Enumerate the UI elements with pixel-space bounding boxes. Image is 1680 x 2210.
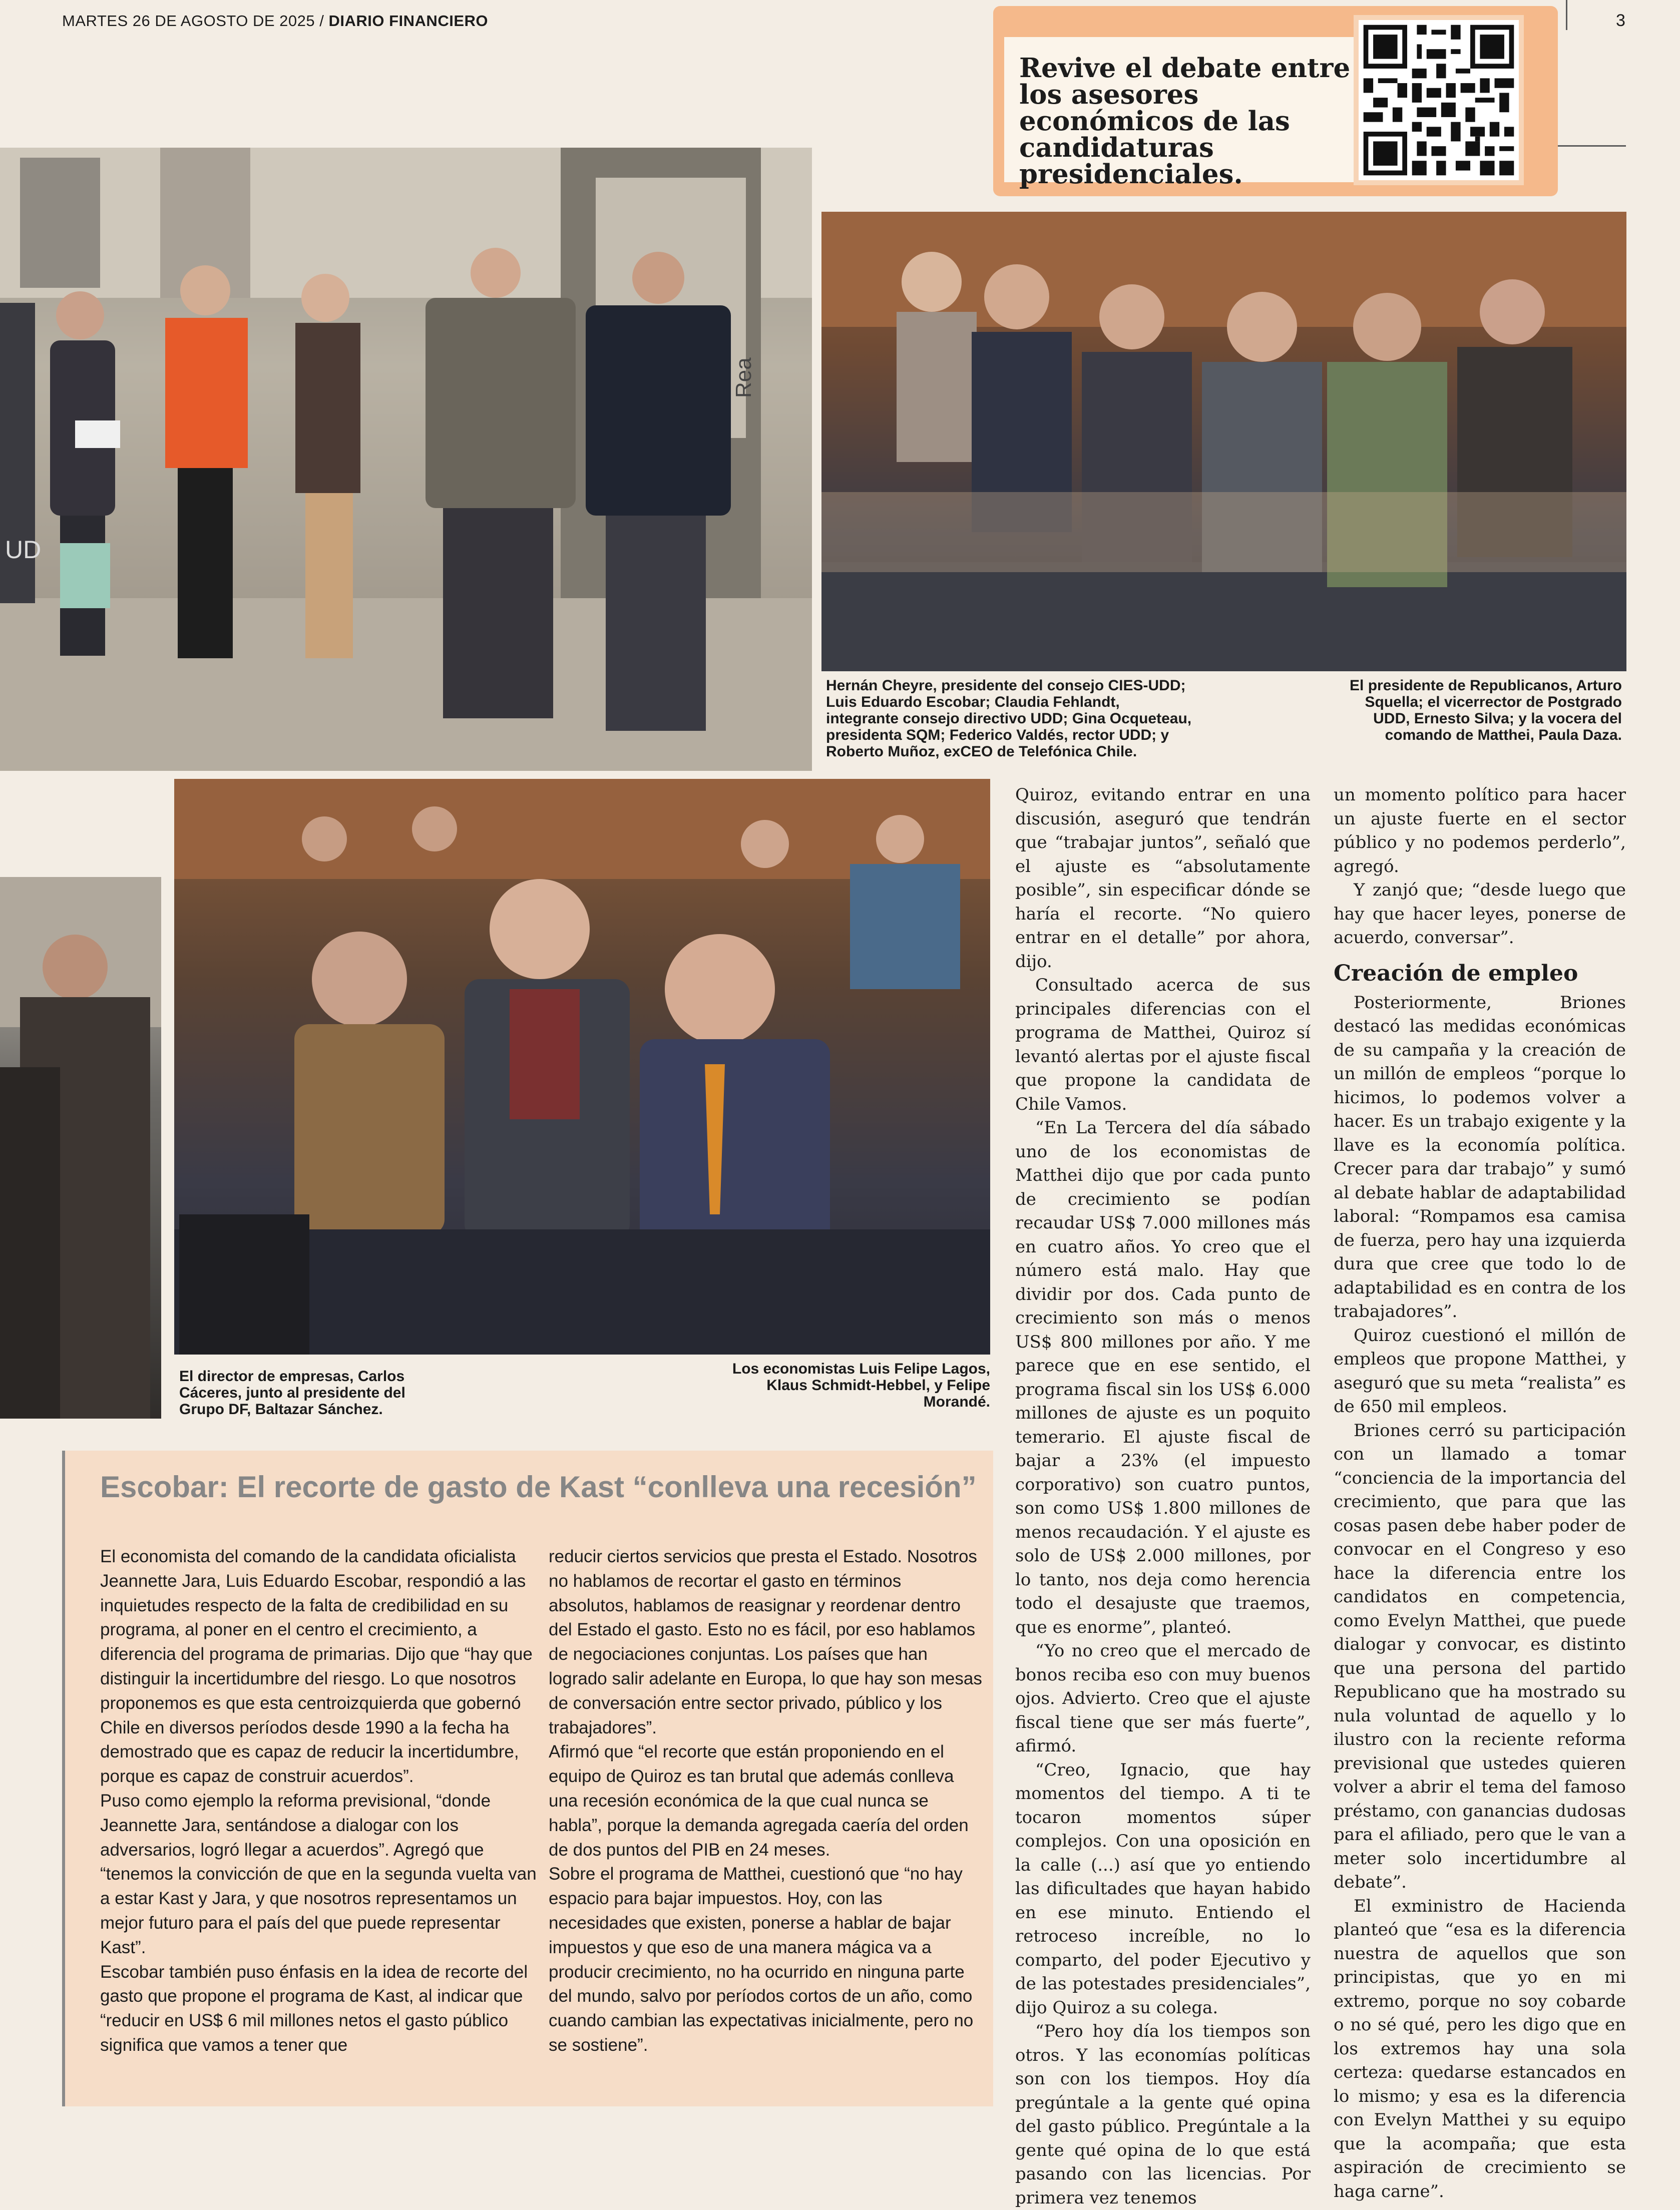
page-number: 3 bbox=[1616, 11, 1626, 30]
article-paragraph: El exministro de Hacienda planteó que “esa es la diferencia nuestra de aquellos que son principistas, que yo en mi extremo, porque no soy cobarde o no sé qué, pero les digo que en los extremos hay una sola certeza: quedarse estancados en lo mismo; y esa es la diferencia con Evelyn Matthei y su equipo que la acompaña; que esta aspiración de crecimiento se haga carne”. bbox=[1334, 1896, 1626, 2201]
article-paragraph: “En La Tercera del día sábado uno de los economistas de Matthei dijo que por cada punto de crecimiento se podían recaudar US$ 7.000 millones más en cuatro años. Yo creo que el número está malo. Hay que dividir por dos. Cada punto de crecimiento son más o menos US$ 800 millones por año. Y me parece que en ese sentido, el programa fiscal sin los US$ 6.000 millones de ajuste es un poquito temerario. El ajuste fiscal de bajar a 23% (el impuesto corporativo) son cuatro puntos, son como US$ 1.800 millones de menos recaudación. Y el ajuste es solo de US$ 2.000 millones, por lo tanto, nos deja como herencia todo el desajuste que traemos, que es enorme”, planteó. bbox=[1015, 1118, 1311, 1637]
caption-caceres-photo: El director de empresas, Carlos Cáceres, junto al presidente del Grupo DF, Baltazar Sánchez. bbox=[179, 1368, 405, 1418]
article-paragraph: Posteriormente, Briones destacó las medidas económicas de su campaña y la creación de un millón de empleos “porque lo hicimos, lo podemos volver a hacer. Es un trabajo exigente y la llave es la economía política. Crecer para dar trabajo” y sumó al debate hablar de adaptabilidad laboral: “Rompamos esa camisa de fuerza, pero hay una izquierda dura que cree que todo lo de adaptabilidad es en contra de los trabajadores”. bbox=[1334, 992, 1626, 1321]
qr-code-icon[interactable] bbox=[1354, 15, 1524, 185]
box-column-2 bbox=[549, 1545, 982, 2058]
article-paragraph: Quiroz, evitando entrar en una discusión, aseguró que tendrán que “trabajar juntos”, señaló que el ajuste es “absolutamente posible”, sin especificar dónde se haría el recorte. “No quiero entrar en el detalle” por ahora, dijo. bbox=[1015, 785, 1311, 972]
header-divider-rule bbox=[1566, 0, 1567, 30]
wall-sign-text: UD bbox=[5, 536, 42, 564]
top-rule bbox=[1552, 145, 1626, 147]
issue-date: MARTES 26 DE AGOSTO DE 2025 bbox=[62, 12, 315, 30]
page-header bbox=[62, 12, 488, 30]
door-sign-text: Rea bbox=[731, 357, 756, 398]
article-paragraph: un momento político para hacer un ajuste fuerte en el sector público y no podemos perderlo”, agregó. bbox=[1334, 785, 1626, 876]
article-column-1 bbox=[1015, 783, 1311, 2210]
box-left-rule bbox=[62, 1451, 65, 2106]
box-paragraph: El economista del comando de la candidata oficialista Jeannette Jara, Luis Eduardo Escobar, respondió a las inquietudes respecto de la falta de credibilidad en su programa, al poner en el centro el crecimiento, a diferencia del programa de primarias. Dijo que “hay que distinguir la incertidumbre del riesgo. Lo que nosotros proponemos es que esta centroizquierda que gobernó Chile en diversos períodos desde 1990 a la fecha ha demostrado que es capaz de reducir la incertidumbre, porque es capaz de construir acuerdos”. bbox=[100, 1547, 533, 1787]
promo-text: Revive el debate entre los asesores económicos de las candidaturas presidenciales. bbox=[1019, 53, 1351, 190]
box-title: Escobar: El recorte de gasto de Kast “conlleva una recesión” bbox=[100, 1470, 977, 1504]
article-column-2 bbox=[1334, 783, 1626, 2203]
promo-box[interactable] bbox=[993, 6, 1558, 196]
photo-left-strip bbox=[0, 877, 161, 1419]
article-paragraph: Briones cerró su participación con un llamado a tomar “conciencia de la importancia del crecimiento, que para que las cosas pasen debe haber poder de convocar en el Congreso y eso hace la diferencia entre los candidatos en competencia, como Evelyn Matthei, que puede dialogar y convocar, es distinto que una persona del partido Republicano que ha mostrado su nula voluntad de aquello y lo ilustro con la reciente reforma previsional que ustedes quieren volver a abrir el tema del famoso préstamo, con ganancias dudosas para el afiliado, pero que le van a meter solo incertidumbre al debate”. bbox=[1334, 1420, 1626, 1892]
photo-audience-front-row bbox=[821, 212, 1626, 671]
box-column-1 bbox=[100, 1545, 541, 2058]
article-paragraph: Y zanjó que; “desde luego que hay que hacer leyes, ponerse de acuerdo, conversar”. bbox=[1334, 880, 1626, 948]
box-paragraph: Puso como ejemplo la reforma previsional, “donde Jeannette Jara, sentándose a dialogar con los adversarios, logró llegar a acuerdos”. Agregó que “tenemos la convicción de que en la segunda vuelta van a estar Kast y Jara, y que nosotros representamos un mejor futuro para el país del que puede representar Kast”. bbox=[100, 1791, 537, 1957]
escobar-sidebar-box bbox=[62, 1451, 993, 2106]
photo-economists-seated bbox=[174, 779, 990, 1355]
box-paragraph: reducir ciertos servicios que presta el Estado. Nosotros no hablamos de recortar el gasto en términos absolutos, hablamos de reasignar y reordenar dentro del Estado el gasto. Esto no es fácil, por eso hablamos de negociaciones conjuntas. Los países que han logrado salir adelante en Europa, lo que hay son mesas de conversación entre sector privado, público y los trabajadores”. bbox=[549, 1547, 982, 1737]
caption-audience-photo: El presidente de Republicanos, Arturo Squella; el vicerrector de Postgrado UDD, Ernesto Silva; y la vocera del comando de Matthei, Paula Daza. bbox=[1350, 677, 1622, 743]
article-paragraph: Consultado acerca de sus principales diferencias con el programa de Matthei, Quiroz sí levantó alertas por el ajuste fiscal que propone la candidata de Chile Vamos. bbox=[1015, 975, 1311, 1114]
article-paragraph: Quiroz cuestionó el millón de empleos que propone Matthei, y aseguró que su meta “realista” es de 650 mil empleos. bbox=[1334, 1325, 1626, 1417]
caption-group-photo: Hernán Cheyre, presidente del consejo CIES-UDD; Luis Eduardo Escobar; Claudia Fehlandt, integrante consejo directivo UDD; Gina Ocqueteau, presidenta SQM; Federico Valdés, rector UDD; y Roberto Muñoz, exCEO de Telefónica Chile. bbox=[826, 677, 1192, 760]
newspaper-name: DIARIO FINANCIERO bbox=[328, 12, 488, 30]
article-subheading: Creación de empleo bbox=[1334, 960, 1578, 986]
photo-group-standing bbox=[0, 148, 812, 771]
box-paragraph: Afirmó que “el recorte que están proponiendo en el equipo de Quiroz es tan brutal que además conlleva una recesión económica de la que cual nunca se habla”, porque la demanda agregada caería del orden de dos puntos del PIB en 24 meses. bbox=[549, 1742, 969, 1860]
box-paragraph: Escobar también puso énfasis en la idea de recorte del gasto que propone el programa de Kast, al indicar que “reducir en US$ 6 mil millones netos el gasto público significa que vamos a tener que bbox=[100, 1962, 528, 2055]
article-paragraph: “Creo, Ignacio, que hay momentos del tiempo. A ti te tocaron momentos súper complejos. Con una oposición en la calle (...) así que yo entiendo las dificultades que hayan habido en ese minuto. Entiendo el retroceso increíble, no lo comparto, del poder Ejecutivo y de las potestades presidenciales”, dijo Quiroz a su colega. bbox=[1015, 1759, 1311, 2018]
article-paragraph: “Yo no creo que el mercado de bonos reciba eso con muy buenos ojos. Advierto. Creo que el ajuste fiscal tiene que ser más fuerte”, afirmó. bbox=[1015, 1641, 1311, 1756]
article-paragraph: “Pero hoy día los tiempos son otros. Y las economías políticas son con los tiempos. Hoy día pregúntale a la gente qué opina del gasto público. Pregúntale a la gente qué opina de lo que está pasando con las licencias. Por primera vez tenemos bbox=[1015, 2021, 1311, 2208]
caption-economists-photo: Los economistas Luis Felipe Lagos, Klaus Schmidt-Hebbel, y Felipe Morandé. bbox=[732, 1361, 990, 1410]
box-paragraph: Sobre el programa de Matthei, cuestionó que “no hay espacio para bajar impuestos. Hoy, con las necesidades que existen, ponerse a hablar de bajar impuestos y que eso de una manera mágica va a producir crecimiento, no ha ocurrido en ninguna parte del mundo, salvo por períodos cortos de un año, como cuando cambian las expectativas inicialmente, pero no se sostiene”. bbox=[549, 1864, 974, 2055]
header-separator: / bbox=[319, 12, 324, 30]
